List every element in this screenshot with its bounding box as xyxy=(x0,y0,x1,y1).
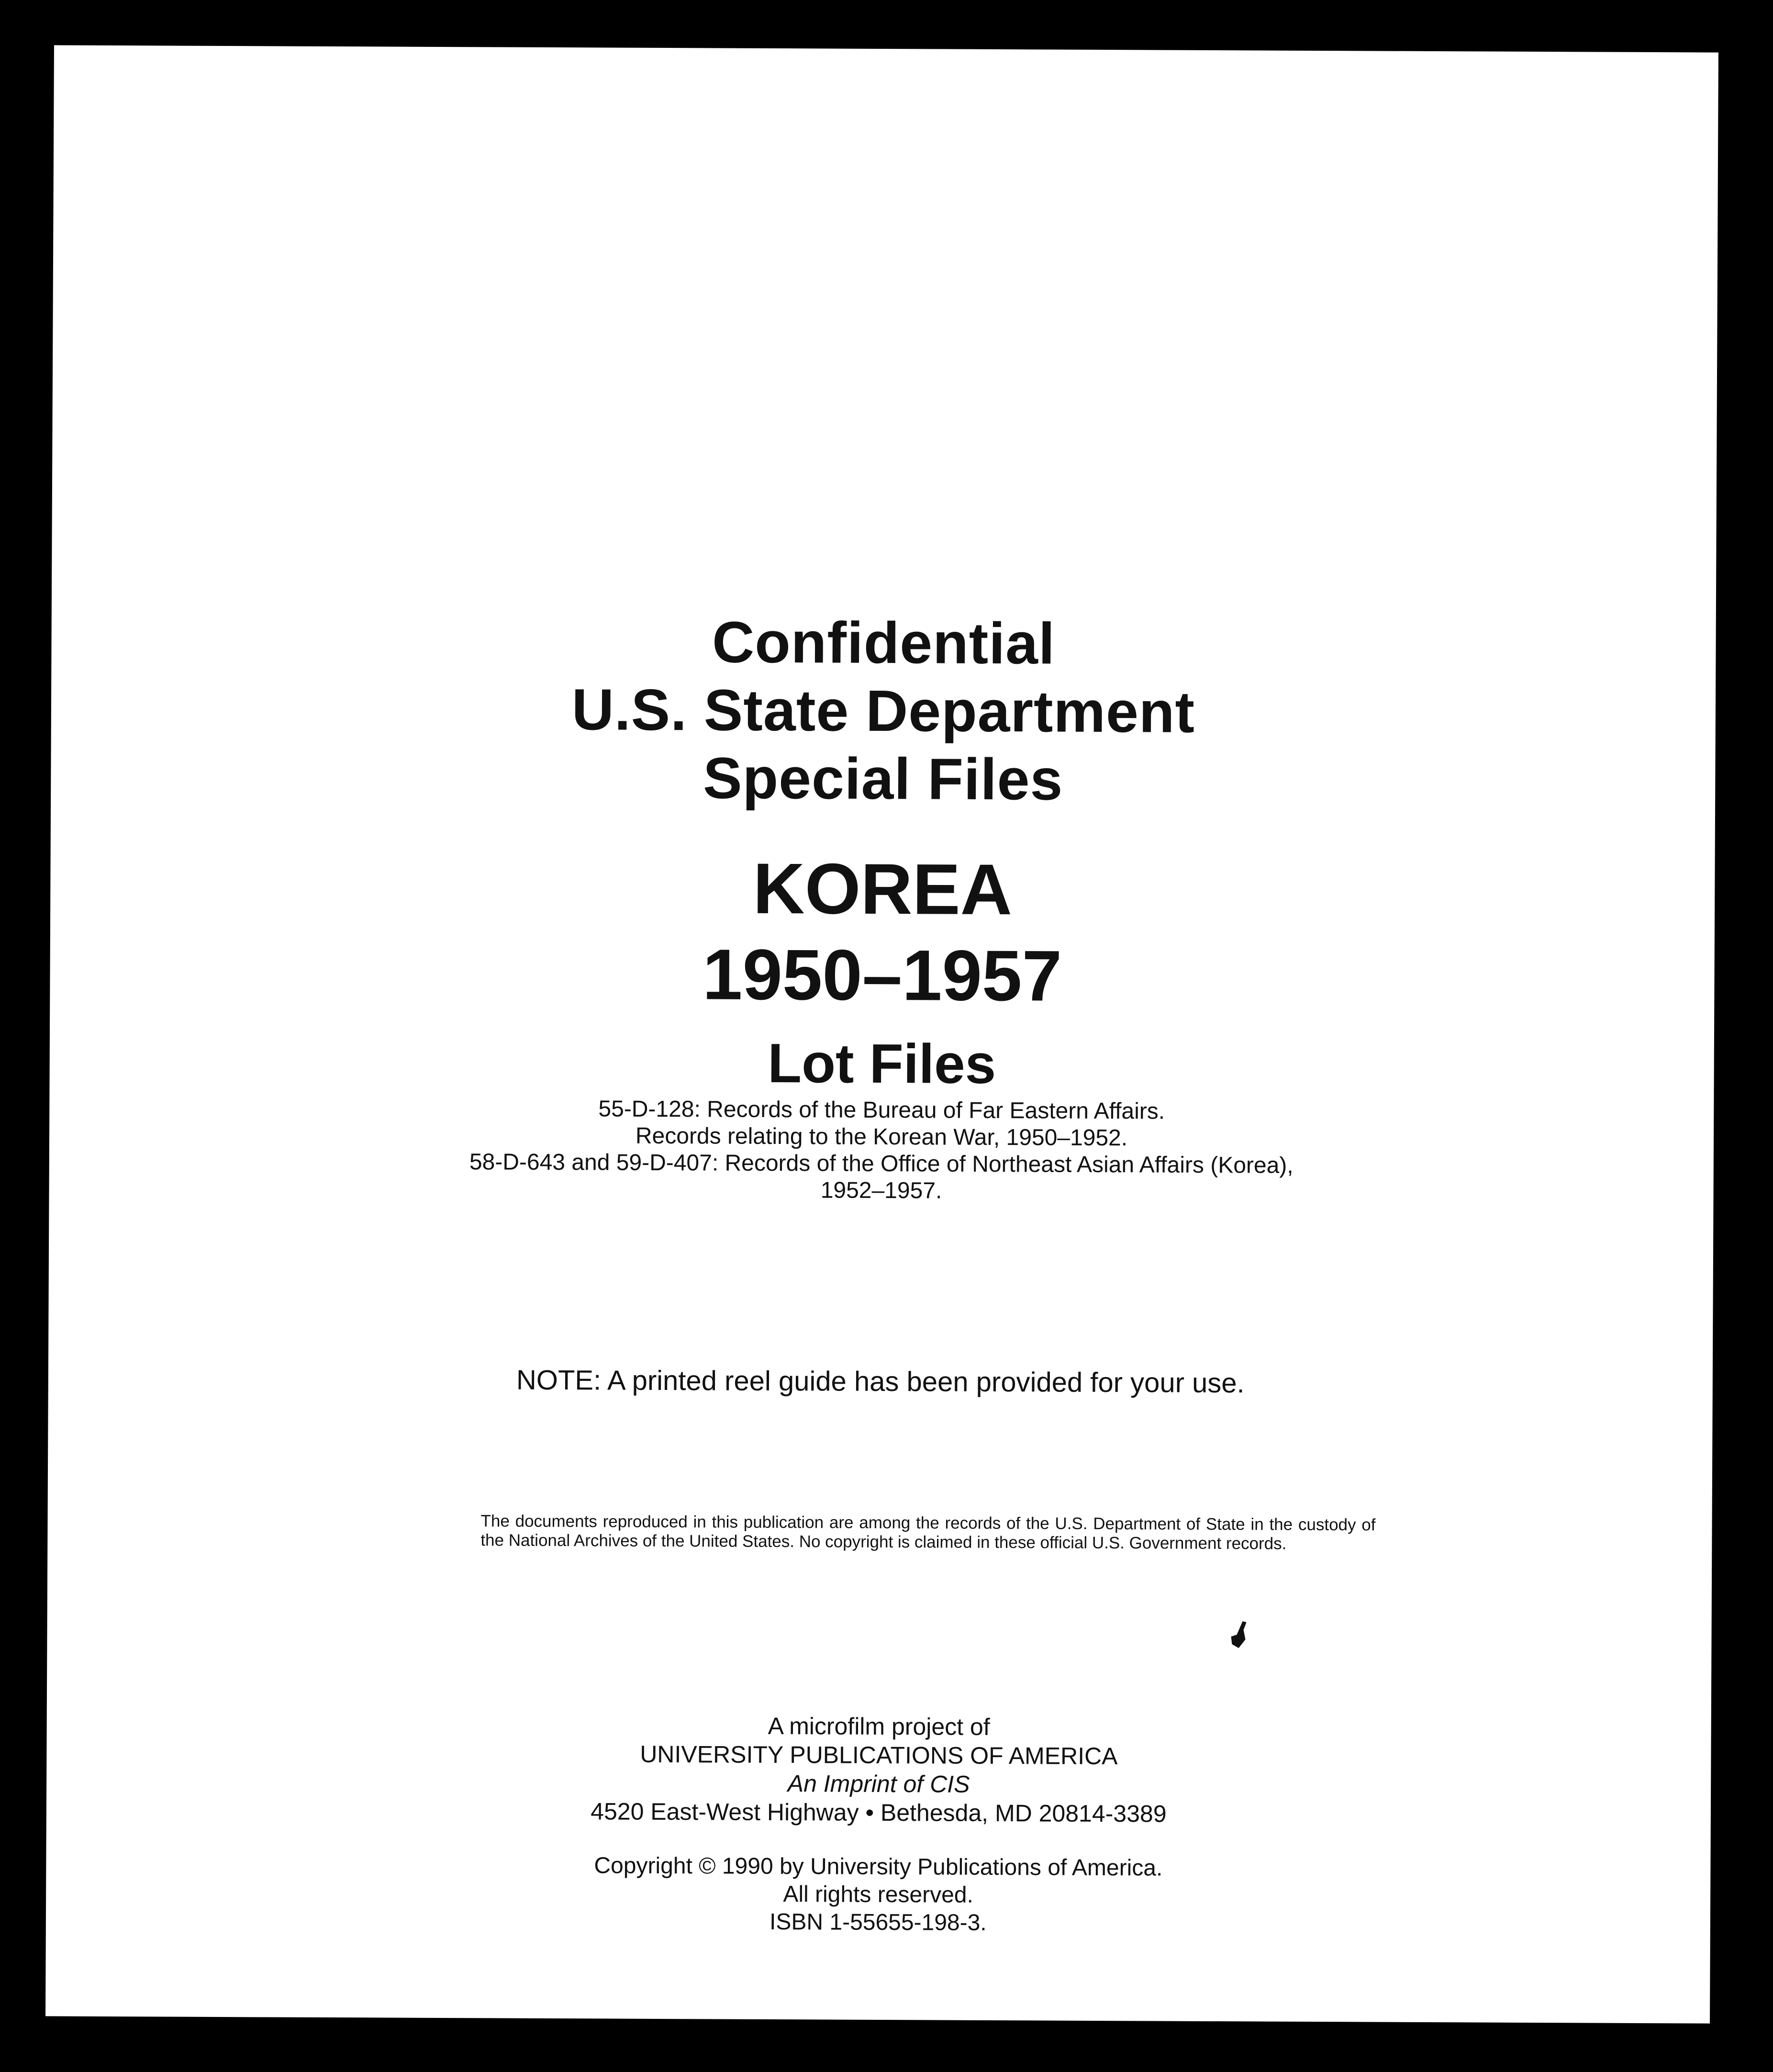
copyright-line: Copyright © 1990 by University Publications of America. xyxy=(594,1853,1163,1881)
subject-years: 1950–1957 xyxy=(702,934,1062,1016)
title-line-3: Special Files xyxy=(703,745,1063,812)
lot-files-line-3: 58-D-643 and 59-D-407: Records of the Office of Northeast Asian Affairs (Korea), xyxy=(469,1149,1294,1178)
copyright-block xyxy=(46,1849,1711,1940)
lot-files-block xyxy=(49,1026,1714,1208)
title-line-1: Confidential xyxy=(712,609,1056,676)
lot-files-line-4: 1952–1957. xyxy=(820,1177,942,1204)
publisher-address: 4520 East-West Highway • Bethesda, MD 20814-3389 xyxy=(591,1798,1167,1827)
publisher-imprint: An Imprint of CIS xyxy=(787,1770,970,1798)
lot-files-line-2: Records relating to the Korean War, 1950–1952. xyxy=(635,1123,1128,1151)
rights-line: All rights reserved. xyxy=(783,1882,974,1908)
publisher-line-1: A microfilm project of xyxy=(768,1712,990,1740)
subject-name: KOREA xyxy=(753,848,1013,930)
subject-block xyxy=(50,842,1715,1021)
publisher-name: UNIVERSITY PUBLICATIONS OF AMERICA xyxy=(640,1740,1118,1770)
lot-files-heading: Lot Files xyxy=(767,1031,996,1096)
copyright-disclaimer: The documents reproduced in this publication are among the records of the U.S. Department of State in the custody of the National Archives of the United States. No copyright is claimed in these official U.S. Government records. xyxy=(480,1512,1376,1553)
publisher-block xyxy=(46,1708,1711,1830)
collection-title xyxy=(51,605,1716,816)
title-page xyxy=(45,45,1718,2023)
film-blemish xyxy=(1229,1620,1248,1649)
title-line-2: U.S. State Department xyxy=(571,677,1195,745)
lot-files-line-1: 55-D-128: Records of the Bureau of Far Eastern Affairs. xyxy=(598,1096,1165,1124)
isbn-line: ISBN 1-55655-198-3. xyxy=(769,1909,987,1936)
reel-guide-note: NOTE: A printed reel guide has been provided for your use. xyxy=(516,1364,1245,1399)
